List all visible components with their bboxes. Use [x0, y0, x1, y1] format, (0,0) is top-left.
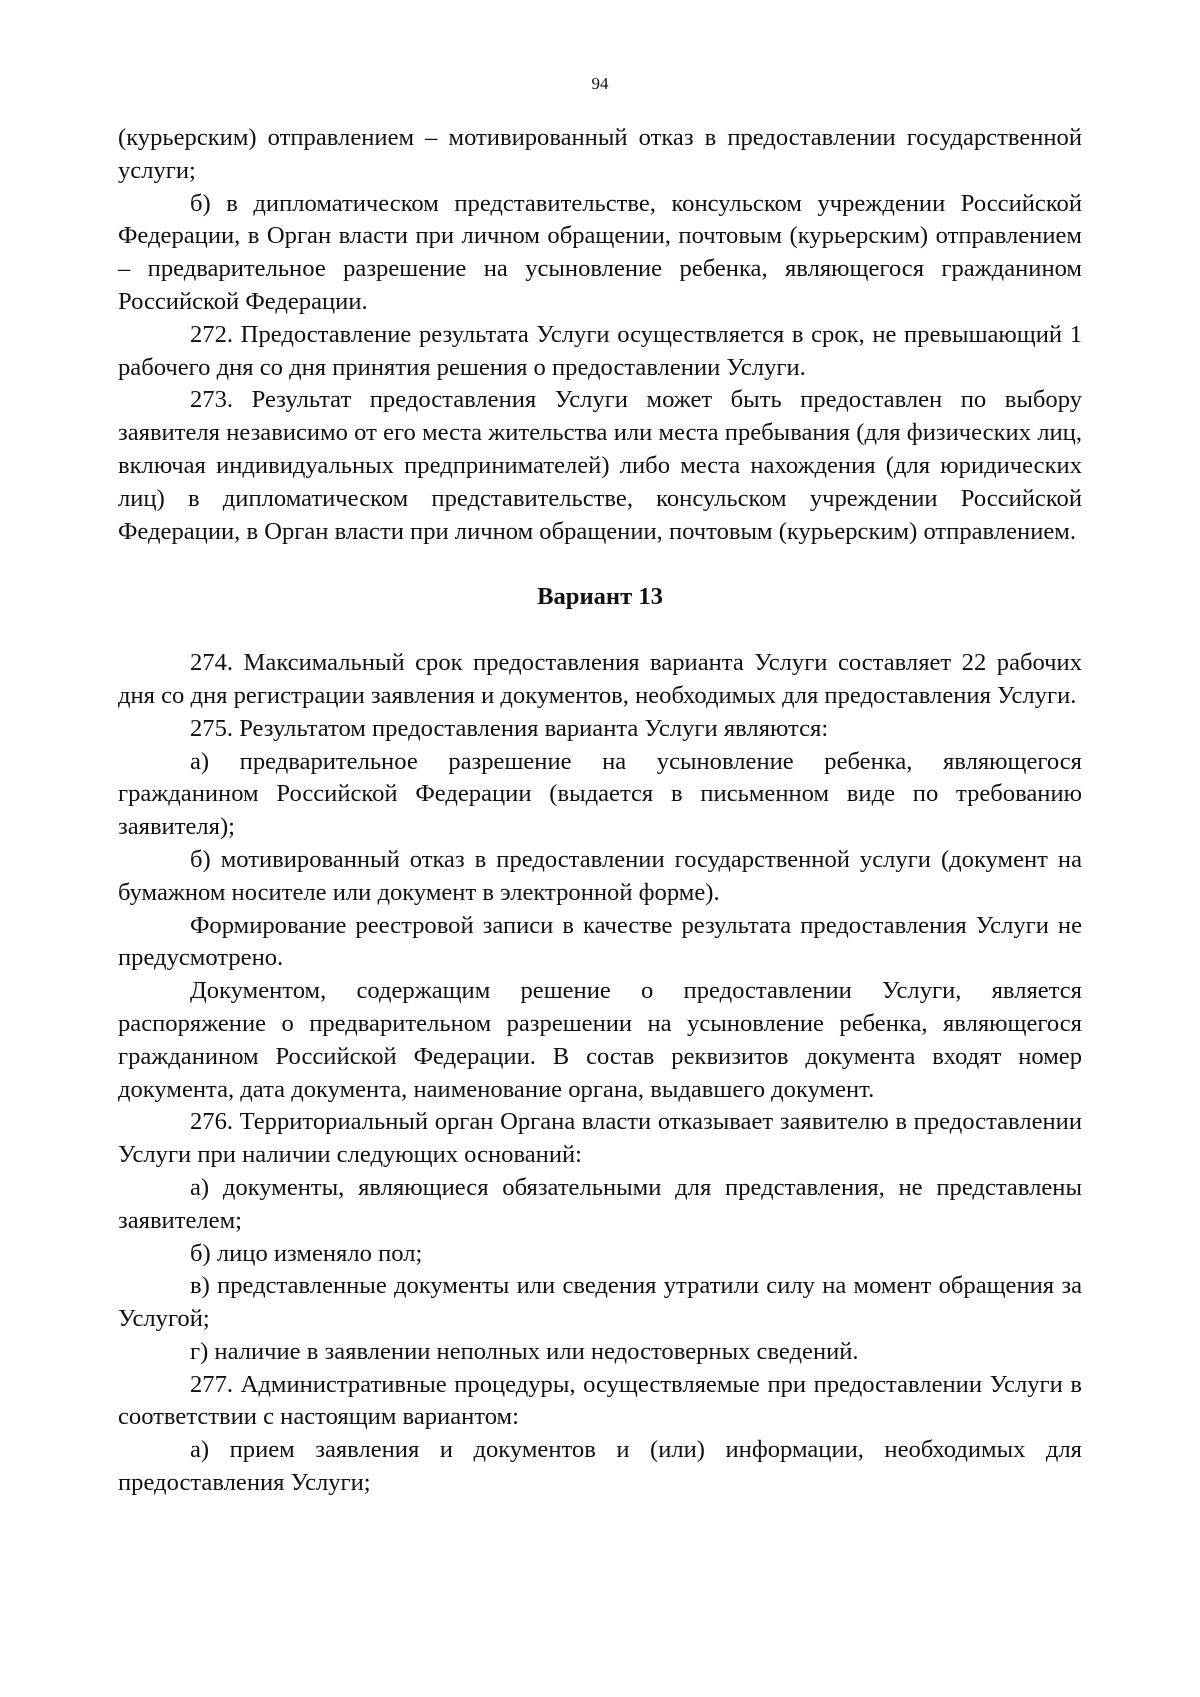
paragraph: Формирование реестровой записи в качестве результата предоставления Услуги не предусмотрено.: [118, 911, 1082, 972]
section-before-heading: [118, 122, 1082, 548]
paragraph: б) в дипломатическом представительстве, консульском учреждении Российской Федерации, в Орган власти при личном обращении, почтовым (курьерским) отправлением – предварительное разрешение на усыновление ребенка, являющегося гражданином Российской Федерации.: [118, 189, 1082, 315]
paragraph: 276. Территориальный орган Органа власти отказывает заявителю в предоставлении Услуги при наличии следующих оснований:: [118, 1108, 1082, 1169]
list-item: б) лицо изменяло пол;: [190, 1239, 423, 1267]
list-item: а) прием заявления и документов и (или) информации, необходимых для предоставления Услуги;: [118, 1436, 1082, 1497]
paragraph: 272. Предоставление результата Услуги осуществляется в срок, не превышающий 1 рабочего дня со дня принятия решения о предоставлении Услуги.: [118, 320, 1082, 381]
list-item: б) мотивированный отказ в предоставлении государственной услуги (документ на бумажном носителе или документ в электронной форме).: [118, 845, 1082, 906]
list-item: г) наличие в заявлении неполных или недостоверных сведений.: [190, 1337, 859, 1365]
page-number: 94: [591, 74, 609, 93]
paragraph: 275. Результатом предоставления варианта Услуги являются:: [190, 714, 829, 742]
list-item: в) представленные документы или сведения утратили силу на момент обращения за Услугой;: [118, 1272, 1082, 1333]
section-heading: Вариант 13: [537, 583, 663, 611]
document-body: [118, 122, 1082, 1500]
list-item: а) документы, являющиеся обязательными для представления, не представлены заявителем;: [118, 1173, 1082, 1234]
paragraph: 273. Результат предоставления Услуги может быть предоставлен по выбору заявителя независимо от его места жительства или места пребывания (для физических лиц, включая индивидуальных предпринимателей) либо места нахождения (для юридических лиц) в дипломатическом представительстве, консульском учреждении Российской Федерации, в Орган власти при личном обращении, почтовым (курьерским) отправлением.: [118, 386, 1082, 545]
section-variant-13: [118, 647, 1082, 1500]
paragraph: Документом, содержащим решение о предоставлении Услуги, является распоряжение о предварительном разрешении на усыновление ребенка, являющегося гражданином Российской Федерации. В состав реквизитов документа входят номер документа, дата документа, наименование органа, выдавшего документ.: [118, 977, 1082, 1103]
list-item: а) предварительное разрешение на усыновление ребенка, являющегося гражданином Российской Федерации (выдается в письменном виде по требованию заявителя);: [118, 747, 1082, 841]
paragraph: 274. Максимальный срок предоставления варианта Услуги составляет 22 рабочих дня со дня регистрации заявления и документов, необходимых для предоставления Услуги.: [118, 649, 1082, 709]
paragraph: 277. Административные процедуры, осуществляемые при предоставлении Услуги в соответствии с настоящим вариантом:: [118, 1370, 1082, 1431]
paragraph: (курьерским) отправлением – мотивированный отказ в предоставлении государственной услуги;: [118, 124, 1082, 184]
